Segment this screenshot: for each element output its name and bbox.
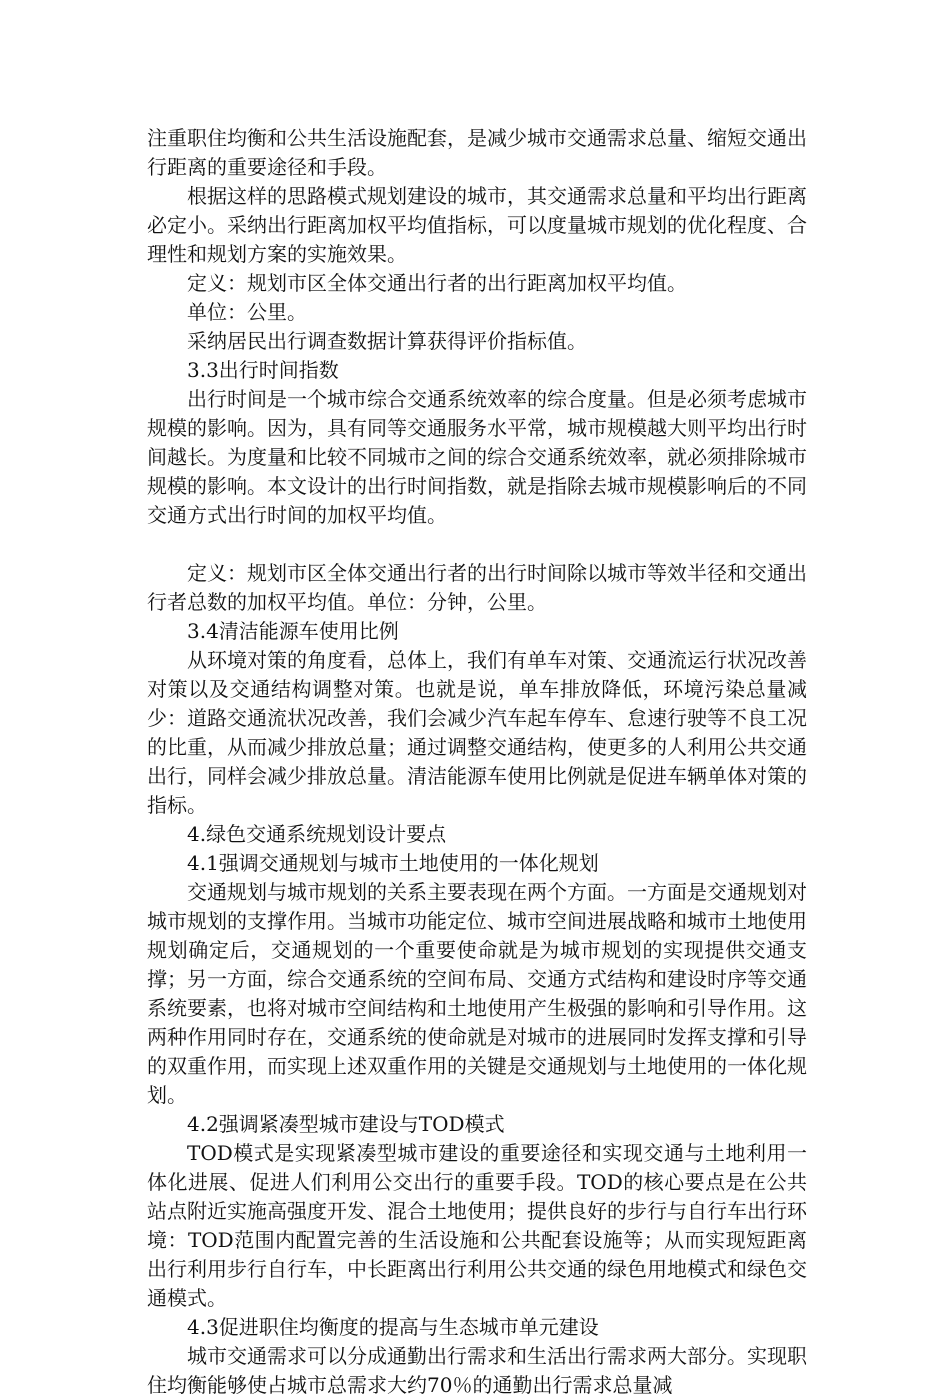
paragraph-intro-continuation: 注重职住均衡和公共生活设施配套，是减少城市交通需求总量、缩短交通出行距离的重要途径和手段。 (147, 126, 807, 179)
section-heading-4-2: 4.2强调紧凑型城市建设与TOD模式 (187, 1112, 505, 1136)
paragraph-distance-data-source: 采纳居民出行调查数据计算获得评价指标值。 (187, 329, 587, 353)
paragraph-clean-energy: 从环境对策的角度看，总体上，我们有单车对策、交通流运行状况改善对策以及交通结构调整对策。也就是说，单车排放降低，环境污染总量减少：道路交通流状况改善，我们会减少汽车起车停车、怠速行驶等不良工况的比重，从而减少排放总量；通过调整交通结构，使更多的人利用公共交通出行，同样会减少排放总量。清洁能源车使用比例就是促进车辆单体对策的指标。 (147, 648, 807, 817)
paragraph-integrated-planning: 交通规划与城市规划的关系主要表现在两个方面。一方面是交通规划对城市规划的支撑作用。当城市功能定位、城市空间进展战略和城市土地使用规划确定后，交通规划的一个重要使命就是为城市规划的实现提供交通支撑；另一方面，综合交通系统的空间布局、交通方式结构和建设时序等交通系统要素，也将对城市空间结构和土地使用产生极强的影响和引导作用。这两种作用同时存在，交通系统的使命就是对城市的进展同时发挥支撑和引导的双重作用，而实现上述双重作用的关键是交通规划与土地使用的一体化规划。 (147, 880, 807, 1107)
section-heading-3-3: 3.3出行时间指数 (187, 358, 339, 382)
paragraph-tod-model: TOD模式是实现紧凑型城市建设的重要途径和实现交通与土地利用一体化进展、促进人们利用公交出行的重要手段。TOD的核心要点是在公共站点附近实施高强度开发、混合土地使用；提供良好的步行与自行车出行环境：TOD范围内配置完善的生活设施和公共配套设施等；从而实现短距离出行利用步行自行车，中长距离出行利用公共交通的绿色用地模式和绿色交通模式。 (147, 1141, 807, 1310)
section-heading-4-3: 4.3促进职住均衡度的提高与生态城市单元建设 (187, 1315, 599, 1339)
paragraph-jobs-housing-balance: 城市交通需求可以分成通勤出行需求和生活出行需求两大部分。实现职住均衡能够使占城市总需求大约70％的通勤出行需求总量减 (147, 1344, 807, 1397)
section-heading-4: 4.绿色交通系统规划设计要点 (187, 822, 447, 846)
paragraph-travel-time-index: 出行时间是一个城市综合交通系统效率的综合度量。但是必须考虑城市规模的影响。因为，具有同等交通服务水平常，城市规模越大则平均出行时间越长。为度量和比较不同城市之间的综合交通系统效率，就必须排除城市规模的影响。本文设计的出行时间指数，就是指除去城市规模影响后的不同交通方式出行时间的加权平均值。 (147, 387, 807, 527)
section-heading-4-1: 4.1强调交通规划与城市土地使用的一体化规划 (187, 851, 599, 875)
paragraph-distance-unit: 单位：公里。 (187, 300, 307, 324)
section-heading-3-4: 3.4清洁能源车使用比例 (187, 619, 399, 643)
body-text (147, 124, 807, 1400)
paragraph-travel-time-definition: 定义：规划市区全体交通出行者的出行时间除以城市等效半径和交通出行者总数的加权平均值。单位：分钟，公里。 (147, 561, 807, 614)
paragraph-planning-approach: 根据这样的思路模式规划建设的城市，其交通需求总量和平均出行距离必定小。采纳出行距离加权平均值指标，可以度量城市规划的优化程度、合理性和规划方案的实施效果。 (147, 184, 807, 266)
paragraph-distance-definition: 定义：规划市区全体交通出行者的出行距离加权平均值。 (187, 271, 687, 295)
